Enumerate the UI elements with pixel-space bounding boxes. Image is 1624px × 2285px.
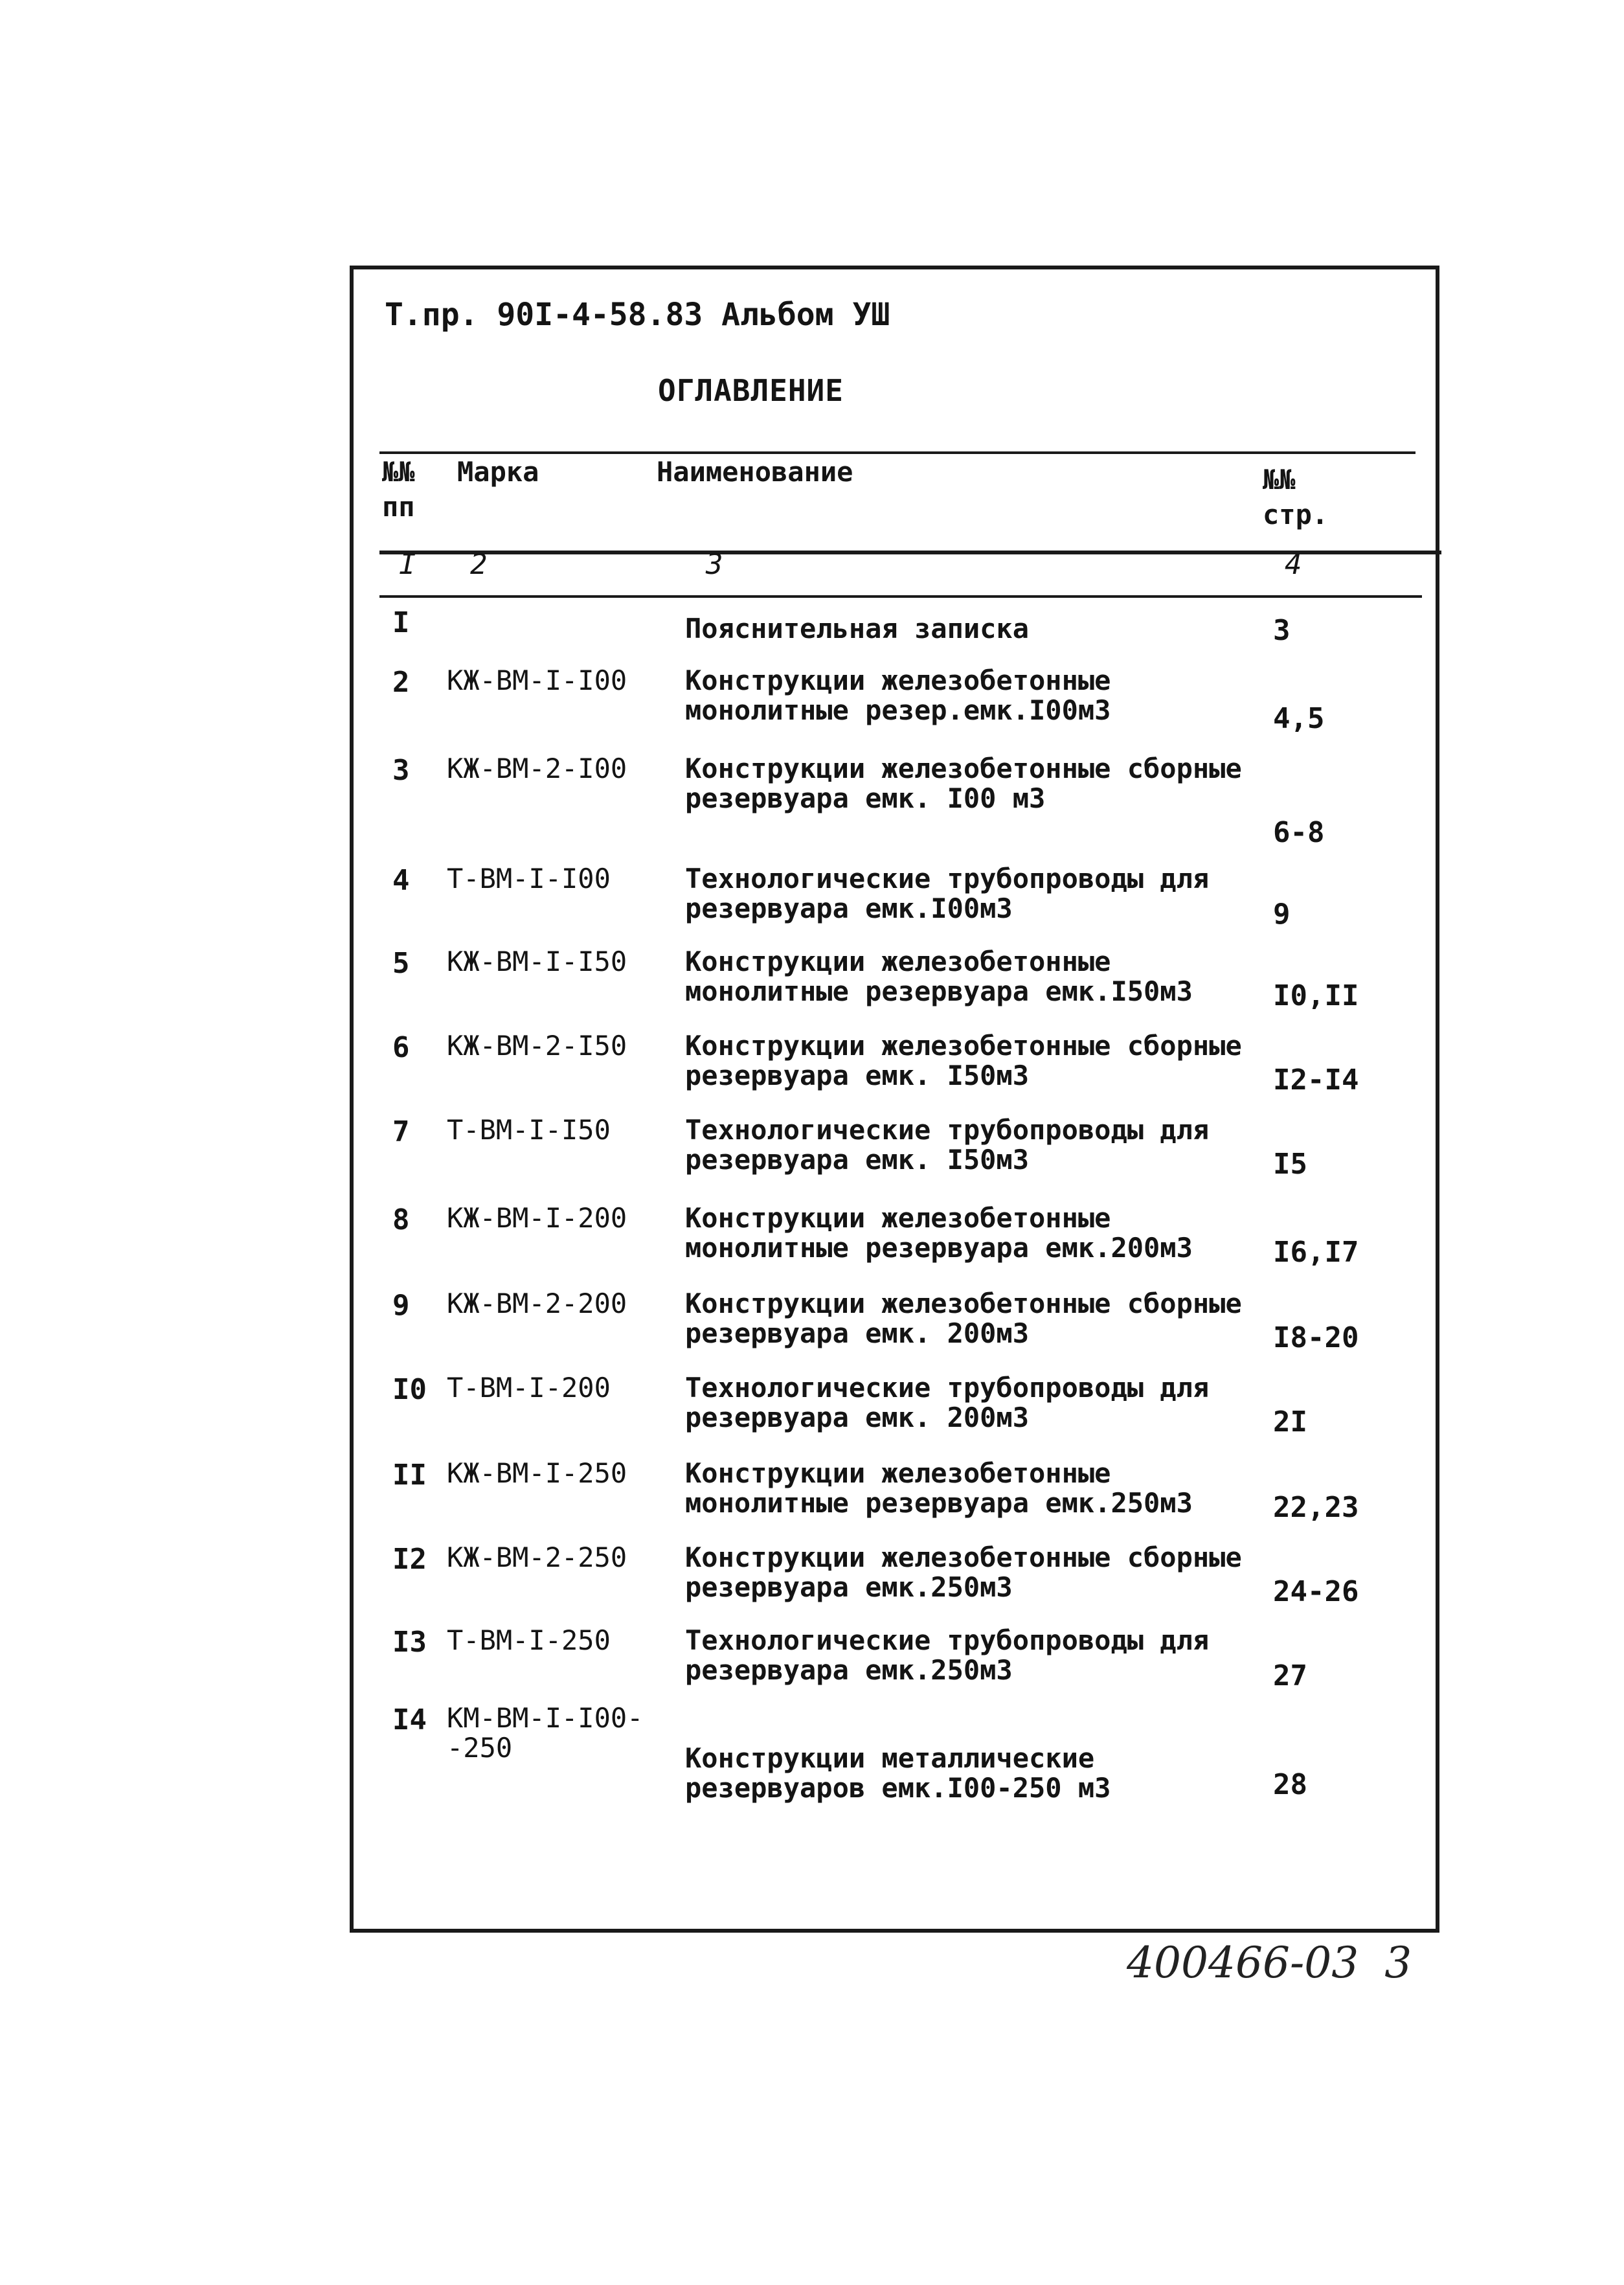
row-page: 9 bbox=[1273, 898, 1291, 931]
row-name: Конструкции железобетонные сборные резервуара емк. 200м3 bbox=[685, 1288, 1242, 1349]
row-mark: Т-ВМ-I-I00 bbox=[447, 863, 611, 894]
column-number-2: 2 bbox=[470, 548, 488, 581]
row-name: Конструкции металлические резервуаров емк.I00-250 м3 bbox=[685, 1742, 1111, 1804]
row-mark: КЖ-ВМ-2-250 bbox=[447, 1541, 627, 1573]
table-row bbox=[354, 1289, 1436, 1373]
row-mark: КЖ-ВМ-I-I50 bbox=[447, 946, 627, 977]
row-name: Технологические трубопроводы для резервуара емк. 200м3 bbox=[685, 1372, 1210, 1433]
row-number: I bbox=[392, 606, 410, 639]
row-name: Конструкции железобетонные монолитные резер.емк.I00м3 bbox=[685, 665, 1111, 726]
row-mark: КЖ-ВМ-I-200 bbox=[447, 1202, 627, 1234]
row-number: 8 bbox=[392, 1203, 410, 1236]
column-number-1: I bbox=[399, 548, 416, 581]
row-page: 3 bbox=[1273, 614, 1291, 647]
row-mark: Т-ВМ-I-I50 bbox=[447, 1114, 611, 1146]
document-title: Т.пр. 90I-4-58.83 Альбом УШ bbox=[385, 297, 890, 333]
row-number: I3 bbox=[392, 1626, 427, 1659]
table-row bbox=[354, 666, 1436, 754]
row-name: Технологические трубопроводы для резервуара емк.250м3 bbox=[685, 1624, 1210, 1686]
toc-heading: ОГЛАВЛЕНИЕ bbox=[658, 373, 844, 408]
column-header-mark: Марка bbox=[457, 456, 539, 488]
row-page: 24-26 bbox=[1273, 1575, 1359, 1608]
row-name: Конструкции железобетонные монолитные резервуара емк.I50м3 bbox=[685, 946, 1193, 1007]
row-name: Конструкции железобетонные сборные резервуара емк.250м3 bbox=[685, 1541, 1242, 1603]
sheet-number: 3 bbox=[1384, 1938, 1412, 1988]
row-page: 6-8 bbox=[1273, 816, 1325, 849]
row-name: Конструкции железобетонные монолитные резервуара емк.200м3 bbox=[685, 1202, 1193, 1264]
table-row bbox=[354, 1203, 1436, 1289]
table-row bbox=[354, 1703, 1436, 1820]
column-header-name: Наименование bbox=[657, 456, 853, 488]
toc-rows bbox=[354, 606, 1436, 1820]
row-mark: КЖ-ВМ-2-I00 bbox=[447, 753, 627, 784]
stamp-code: 400466-03 bbox=[1127, 1938, 1359, 1988]
table-header-rule bbox=[379, 551, 1441, 554]
row-number: 2 bbox=[392, 666, 410, 699]
row-page: I0,II bbox=[1273, 979, 1359, 1012]
row-number: 3 bbox=[392, 754, 410, 787]
row-name: Конструкции железобетонные сборные резервуара емк. I00 м3 bbox=[685, 753, 1242, 814]
row-mark: КМ-ВМ-I-I00- -250 bbox=[447, 1702, 644, 1764]
row-number: I0 bbox=[392, 1373, 427, 1406]
table-row bbox=[354, 606, 1436, 666]
table-row bbox=[354, 1543, 1436, 1626]
row-mark: Т-ВМ-I-200 bbox=[447, 1372, 611, 1404]
table-row bbox=[354, 754, 1436, 864]
table-row bbox=[354, 1459, 1436, 1543]
table-row bbox=[354, 864, 1436, 947]
table-row bbox=[354, 1031, 1436, 1115]
row-page: 28 bbox=[1273, 1768, 1307, 1801]
row-number: I2 bbox=[392, 1543, 427, 1576]
row-page: 2I bbox=[1273, 1405, 1307, 1438]
table-row bbox=[354, 947, 1436, 1031]
table-row bbox=[354, 1626, 1436, 1703]
row-name: Пояснительная записка bbox=[685, 613, 1030, 644]
row-page: 4,5 bbox=[1273, 702, 1325, 735]
row-name: Конструкции железобетонные сборные резервуара емк. I50м3 bbox=[685, 1030, 1242, 1091]
row-mark: КЖ-ВМ-I-250 bbox=[447, 1457, 627, 1489]
table-row bbox=[354, 1115, 1436, 1203]
row-page: I2-I4 bbox=[1273, 1063, 1359, 1097]
document-frame bbox=[350, 266, 1439, 1933]
row-number: I4 bbox=[392, 1703, 427, 1736]
row-name: Технологические трубопроводы для резервуара емк.I00м3 bbox=[685, 863, 1210, 924]
column-header-page: №№ стр. bbox=[1263, 464, 1329, 530]
row-page: 22,23 bbox=[1273, 1491, 1359, 1524]
column-number-4: 4 bbox=[1285, 548, 1302, 581]
row-mark: КЖ-ВМ-I-I00 bbox=[447, 665, 627, 696]
table-row bbox=[354, 1373, 1436, 1459]
row-name: Технологические трубопроводы для резервуара емк. I50м3 bbox=[685, 1114, 1210, 1176]
archive-stamp bbox=[1127, 1938, 1412, 1988]
row-number: 4 bbox=[392, 864, 410, 897]
row-mark: КЖ-ВМ-2-I50 bbox=[447, 1030, 627, 1062]
row-number: 9 bbox=[392, 1289, 410, 1322]
row-name: Конструкции железобетонные монолитные резервуара емк.250м3 bbox=[685, 1457, 1193, 1519]
row-page: 27 bbox=[1273, 1659, 1307, 1692]
column-number-3: 3 bbox=[706, 548, 723, 581]
row-mark: Т-ВМ-I-250 bbox=[447, 1624, 611, 1656]
row-number: 7 bbox=[392, 1115, 410, 1148]
row-page: I5 bbox=[1273, 1148, 1307, 1181]
row-number: II bbox=[392, 1459, 427, 1492]
row-page: I8-20 bbox=[1273, 1321, 1359, 1354]
row-page: I6,I7 bbox=[1273, 1236, 1359, 1269]
table-top-rule bbox=[379, 451, 1415, 454]
row-number: 6 bbox=[392, 1031, 410, 1064]
row-mark: КЖ-ВМ-2-200 bbox=[447, 1288, 627, 1319]
row-number: 5 bbox=[392, 947, 410, 980]
column-number-rule bbox=[379, 595, 1422, 598]
column-header-number: №№ пп bbox=[382, 456, 415, 523]
